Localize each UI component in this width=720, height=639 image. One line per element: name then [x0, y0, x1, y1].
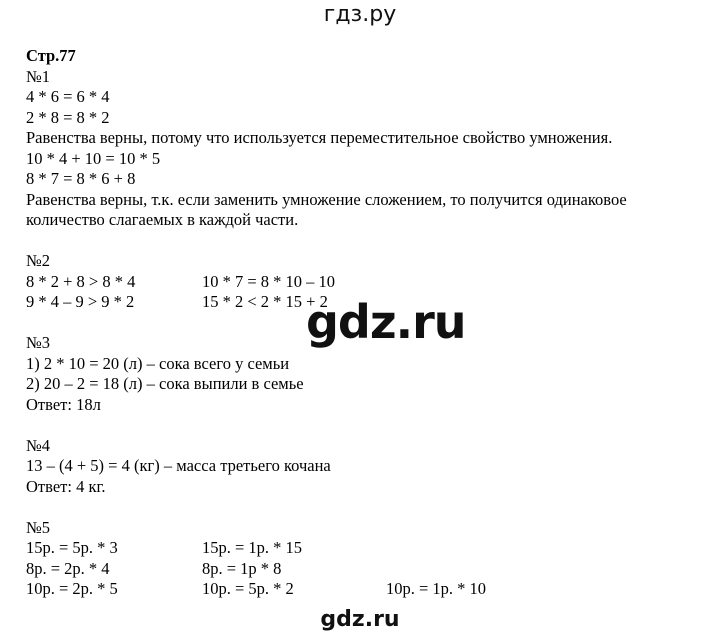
site-header: гдз.ру	[323, 2, 397, 27]
task3-line: 1) 2 * 10 = 20 (л) – сока всего у семьи	[26, 353, 290, 373]
task1-line: 2 * 8 = 8 * 2	[26, 107, 110, 127]
task2-cell: 15 * 2 < 2 * 15 + 2	[202, 292, 328, 311]
task2-cell: 9 * 4 – 9 > 9 * 2	[26, 292, 135, 311]
task3-line: 2) 20 – 2 = 18 (л) – сока выпили в семье	[26, 374, 304, 393]
task1-line: 4 * 6 = 6 * 4	[26, 87, 110, 106]
section-gap	[26, 415, 627, 436]
task4-number: №4	[26, 435, 50, 455]
task2-row	[26, 272, 627, 293]
task4-line: 13 – (4 + 5) = 4 (кг) – масса третьего кочана	[26, 456, 331, 475]
task5-row	[26, 538, 627, 559]
task2-number: №2	[26, 251, 50, 270]
task2-cell: 8 * 2 + 8 > 8 * 4	[26, 271, 136, 291]
task1-line: количество слагаемых в каждой части.	[26, 210, 299, 229]
task1-line: 10 * 4 + 10 = 10 * 5	[26, 148, 161, 168]
task1-line: Равенства верны, потому что используется переместительное свойство умножения.	[26, 128, 613, 147]
task1-line: Равенства верны, т.к. если заменить умножение сложением, то получится одинаковое	[26, 189, 627, 209]
watermark: gdz.ru	[306, 295, 466, 349]
task5-cell: 15р. = 1р. * 15	[202, 538, 303, 557]
task3-number: №3	[26, 333, 50, 352]
task4-answer: Ответ: 4 кг.	[26, 476, 106, 496]
task5-number: №5	[26, 517, 50, 537]
section-gap	[26, 497, 627, 518]
task5-cell: 15р. = 5р. * 3	[26, 538, 118, 557]
task1-line: 8 * 7 = 8 * 6 + 8	[26, 169, 136, 188]
site-footer: gdz.ru	[320, 607, 400, 632]
task5-cell: 10р. = 2р. * 5	[26, 579, 118, 598]
page-title: Стр.77	[26, 46, 76, 65]
task5-row	[26, 559, 627, 580]
task5-cell: 10р. = 5р. * 2	[202, 579, 294, 598]
task1-number: №1	[26, 66, 50, 86]
task5-row	[26, 579, 627, 600]
task2-cell: 10 * 7 = 8 * 10 – 10	[202, 271, 336, 291]
section-gap	[26, 231, 627, 252]
task5-cell: 10р. = 1р. * 10	[386, 579, 487, 598]
task3-answer: Ответ: 18л	[26, 394, 101, 414]
task5-cell: 8р. = 2р. * 4	[26, 558, 110, 578]
task5-cell: 8р. = 1р * 8	[202, 558, 282, 578]
